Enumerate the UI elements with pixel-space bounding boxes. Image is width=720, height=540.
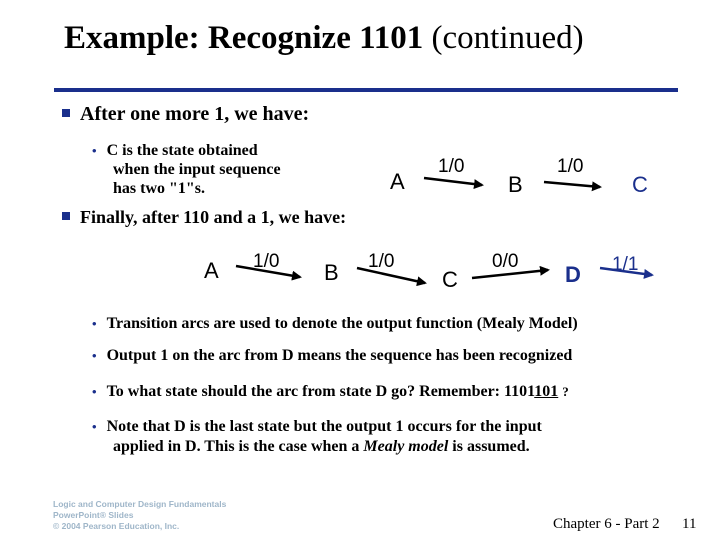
item-4-line-2b: is assumed. bbox=[448, 438, 530, 455]
item-4-line-1: Note that D is the last state but the output 1 occurs for the input bbox=[106, 418, 542, 435]
dot-bullet-icon: • bbox=[92, 348, 97, 363]
top-state-a: A bbox=[390, 169, 405, 194]
item-1 bbox=[92, 315, 578, 333]
item-2 bbox=[92, 347, 572, 365]
item-4-emphasis: Mealy model bbox=[363, 438, 449, 455]
dot-bullet-icon: • bbox=[92, 316, 97, 331]
top-arc-a-b bbox=[424, 178, 482, 185]
dot-bullet-icon: • bbox=[92, 384, 97, 399]
title-main: Example: Recognize 1101 bbox=[64, 20, 424, 56]
sub-bullet-line-2: when the input sequence bbox=[113, 161, 281, 178]
logo-line-3: © 2004 Pearson Education, Inc. bbox=[53, 521, 180, 531]
item-4 bbox=[92, 417, 542, 457]
top-arc-label-1: 1/0 bbox=[438, 156, 465, 177]
item-3 bbox=[92, 383, 569, 401]
top-state-b: B bbox=[508, 172, 523, 197]
logo-line-1: Logic and Computer Design Fundamentals bbox=[53, 499, 227, 509]
dot-bullet-icon: • bbox=[92, 419, 97, 434]
publisher-logo bbox=[53, 499, 226, 532]
item-3-text: To what state should the arc from state D go? Remember: bbox=[106, 383, 504, 400]
bottom-arc-label-3: 0/0 bbox=[492, 251, 519, 272]
top-state-c: C bbox=[632, 172, 648, 197]
sub-bullet-line-1: C is the state obtained bbox=[106, 142, 258, 159]
item-3-q: ? bbox=[562, 384, 569, 399]
sub-bullet-line-3: has two "1"s. bbox=[113, 180, 205, 197]
item-3-seq-a: 1101 bbox=[504, 383, 535, 400]
bullet-1-text: After one more 1, we have: bbox=[80, 103, 310, 125]
bottom-state-d: D bbox=[565, 262, 581, 287]
bottom-state-c: C bbox=[442, 267, 458, 292]
page-number: 11 bbox=[682, 516, 697, 532]
item-4-line-2a: applied in D. This is the case when a bbox=[113, 438, 364, 455]
logo-line-2: PowerPoint® Slides bbox=[53, 510, 134, 520]
top-arc-b-c bbox=[544, 182, 600, 187]
bottom-state-a: A bbox=[204, 258, 219, 283]
title-suffix: (continued) bbox=[431, 20, 584, 56]
bullet-2-text: Finally, after 110 and a 1, we have: bbox=[80, 207, 347, 227]
top-arc-label-2: 1/0 bbox=[557, 156, 584, 177]
bottom-arc-label-2: 1/0 bbox=[368, 251, 395, 272]
item-2-text: Output 1 on the arc from D means the sequence has been recognized bbox=[106, 347, 573, 364]
item-3-seq-b: 101 bbox=[534, 383, 559, 400]
dot-bullet-icon: • bbox=[92, 143, 97, 158]
item-1-text: Transition arcs are used to denote the output function (Mealy Model) bbox=[106, 315, 578, 332]
footer-chapter: Chapter 6 - Part 2 bbox=[553, 516, 660, 532]
bottom-state-b: B bbox=[324, 260, 339, 285]
bottom-arc-label-4: 1/1 bbox=[612, 254, 639, 275]
bottom-arc-label-1: 1/0 bbox=[253, 251, 280, 272]
